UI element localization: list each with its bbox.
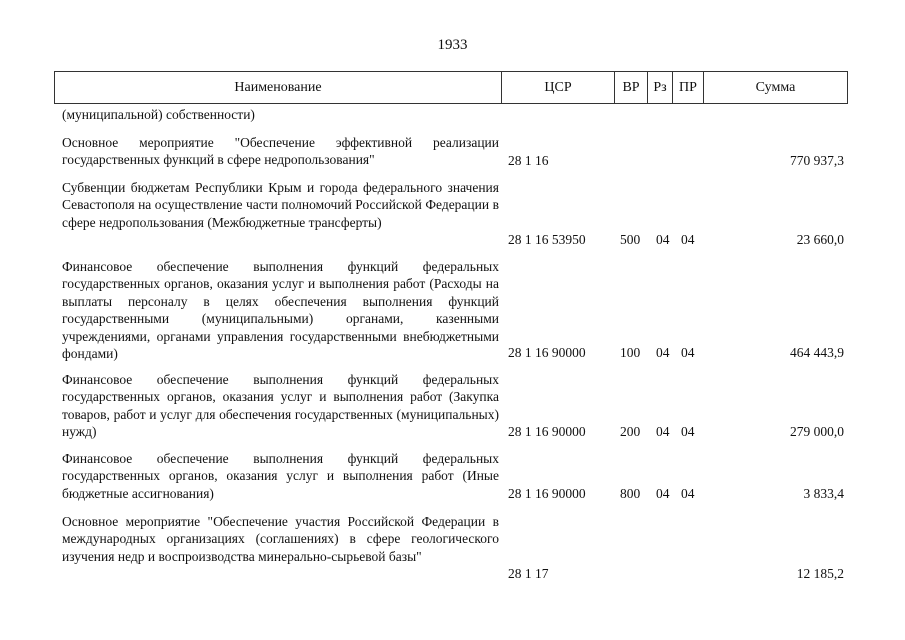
row-sum: 12 185,2 [796,566,844,581]
row-pr: 04 [681,232,695,247]
header-pr: ПР [679,80,697,95]
row-name: Финансовое обеспечение выполнения функций федеральных государственных органов, оказания услуг и выполнения работ (Расходы на выплаты персоналу в целях обеспечения выполнения функций государственными (муниципальными) органами, казенными учреждениями, органами управления государственными внебюджетными фондами) [62,259,499,362]
row-sum: 279 000,0 [790,424,844,439]
page-number: 1933 [437,37,468,53]
row-rz: 04 [656,486,670,501]
table-header [54,71,848,104]
row-csr: 28 1 16 [508,153,549,168]
row-csr: 28 1 16 90000 [508,486,586,501]
row-vr: 100 [620,345,641,360]
row-csr: 28 1 17 [508,566,549,581]
row-vr: 500 [620,232,641,247]
row-name: Основное мероприятие "Обеспечение участия Российской Федерации в международных организациях (соглашениях) в сфере геологического изучения недр и воспроизводства минерально-сырьевой базы" [62,514,499,564]
row-pr: 04 [681,345,695,360]
row-csr: 28 1 16 53950 [508,232,586,247]
row-sum: 464 443,9 [790,345,844,360]
row-name: (муниципальной) собственности) [62,107,255,122]
row-name: Финансовое обеспечение выполнения функций федеральных государственных органов, оказания услуг и выполнения работ (Иные бюджетные ассигнования) [62,451,499,501]
row-vr: 800 [620,486,641,501]
row-csr: 28 1 16 90000 [508,424,586,439]
row-rz: 04 [656,424,670,439]
header-sum: Сумма [755,80,796,95]
row-name: Субвенции бюджетам Республики Крым и города федерального значения Севастополя на осуществление части полномочий Российской Федерации в сфере недропользования (Межбюджетные трансферты) [62,180,499,230]
header-rz: Рз [653,80,667,95]
row-rz: 04 [656,345,670,360]
row-name: Финансовое обеспечение выполнения функций федеральных государственных органов, оказания услуг и выполнения работ (Закупка товаров, работ и услуг для обеспечения государственных (муниципальных) нужд) [62,372,499,440]
row-vr: 200 [620,424,641,439]
header-vr: ВР [622,80,640,95]
row-sum: 23 660,0 [796,232,844,247]
row-sum: 770 937,3 [790,153,844,168]
row-csr: 28 1 16 90000 [508,345,586,360]
row-sum: 3 833,4 [803,486,844,501]
row-rz: 04 [656,232,670,247]
row-pr: 04 [681,424,695,439]
header-csr: ЦСР [544,80,572,95]
header-name: Наименование [234,80,322,95]
row-pr: 04 [681,486,695,501]
row-name: Основное мероприятие "Обеспечение эффективной реализации государственных функций в сфере недропользования" [62,135,499,168]
